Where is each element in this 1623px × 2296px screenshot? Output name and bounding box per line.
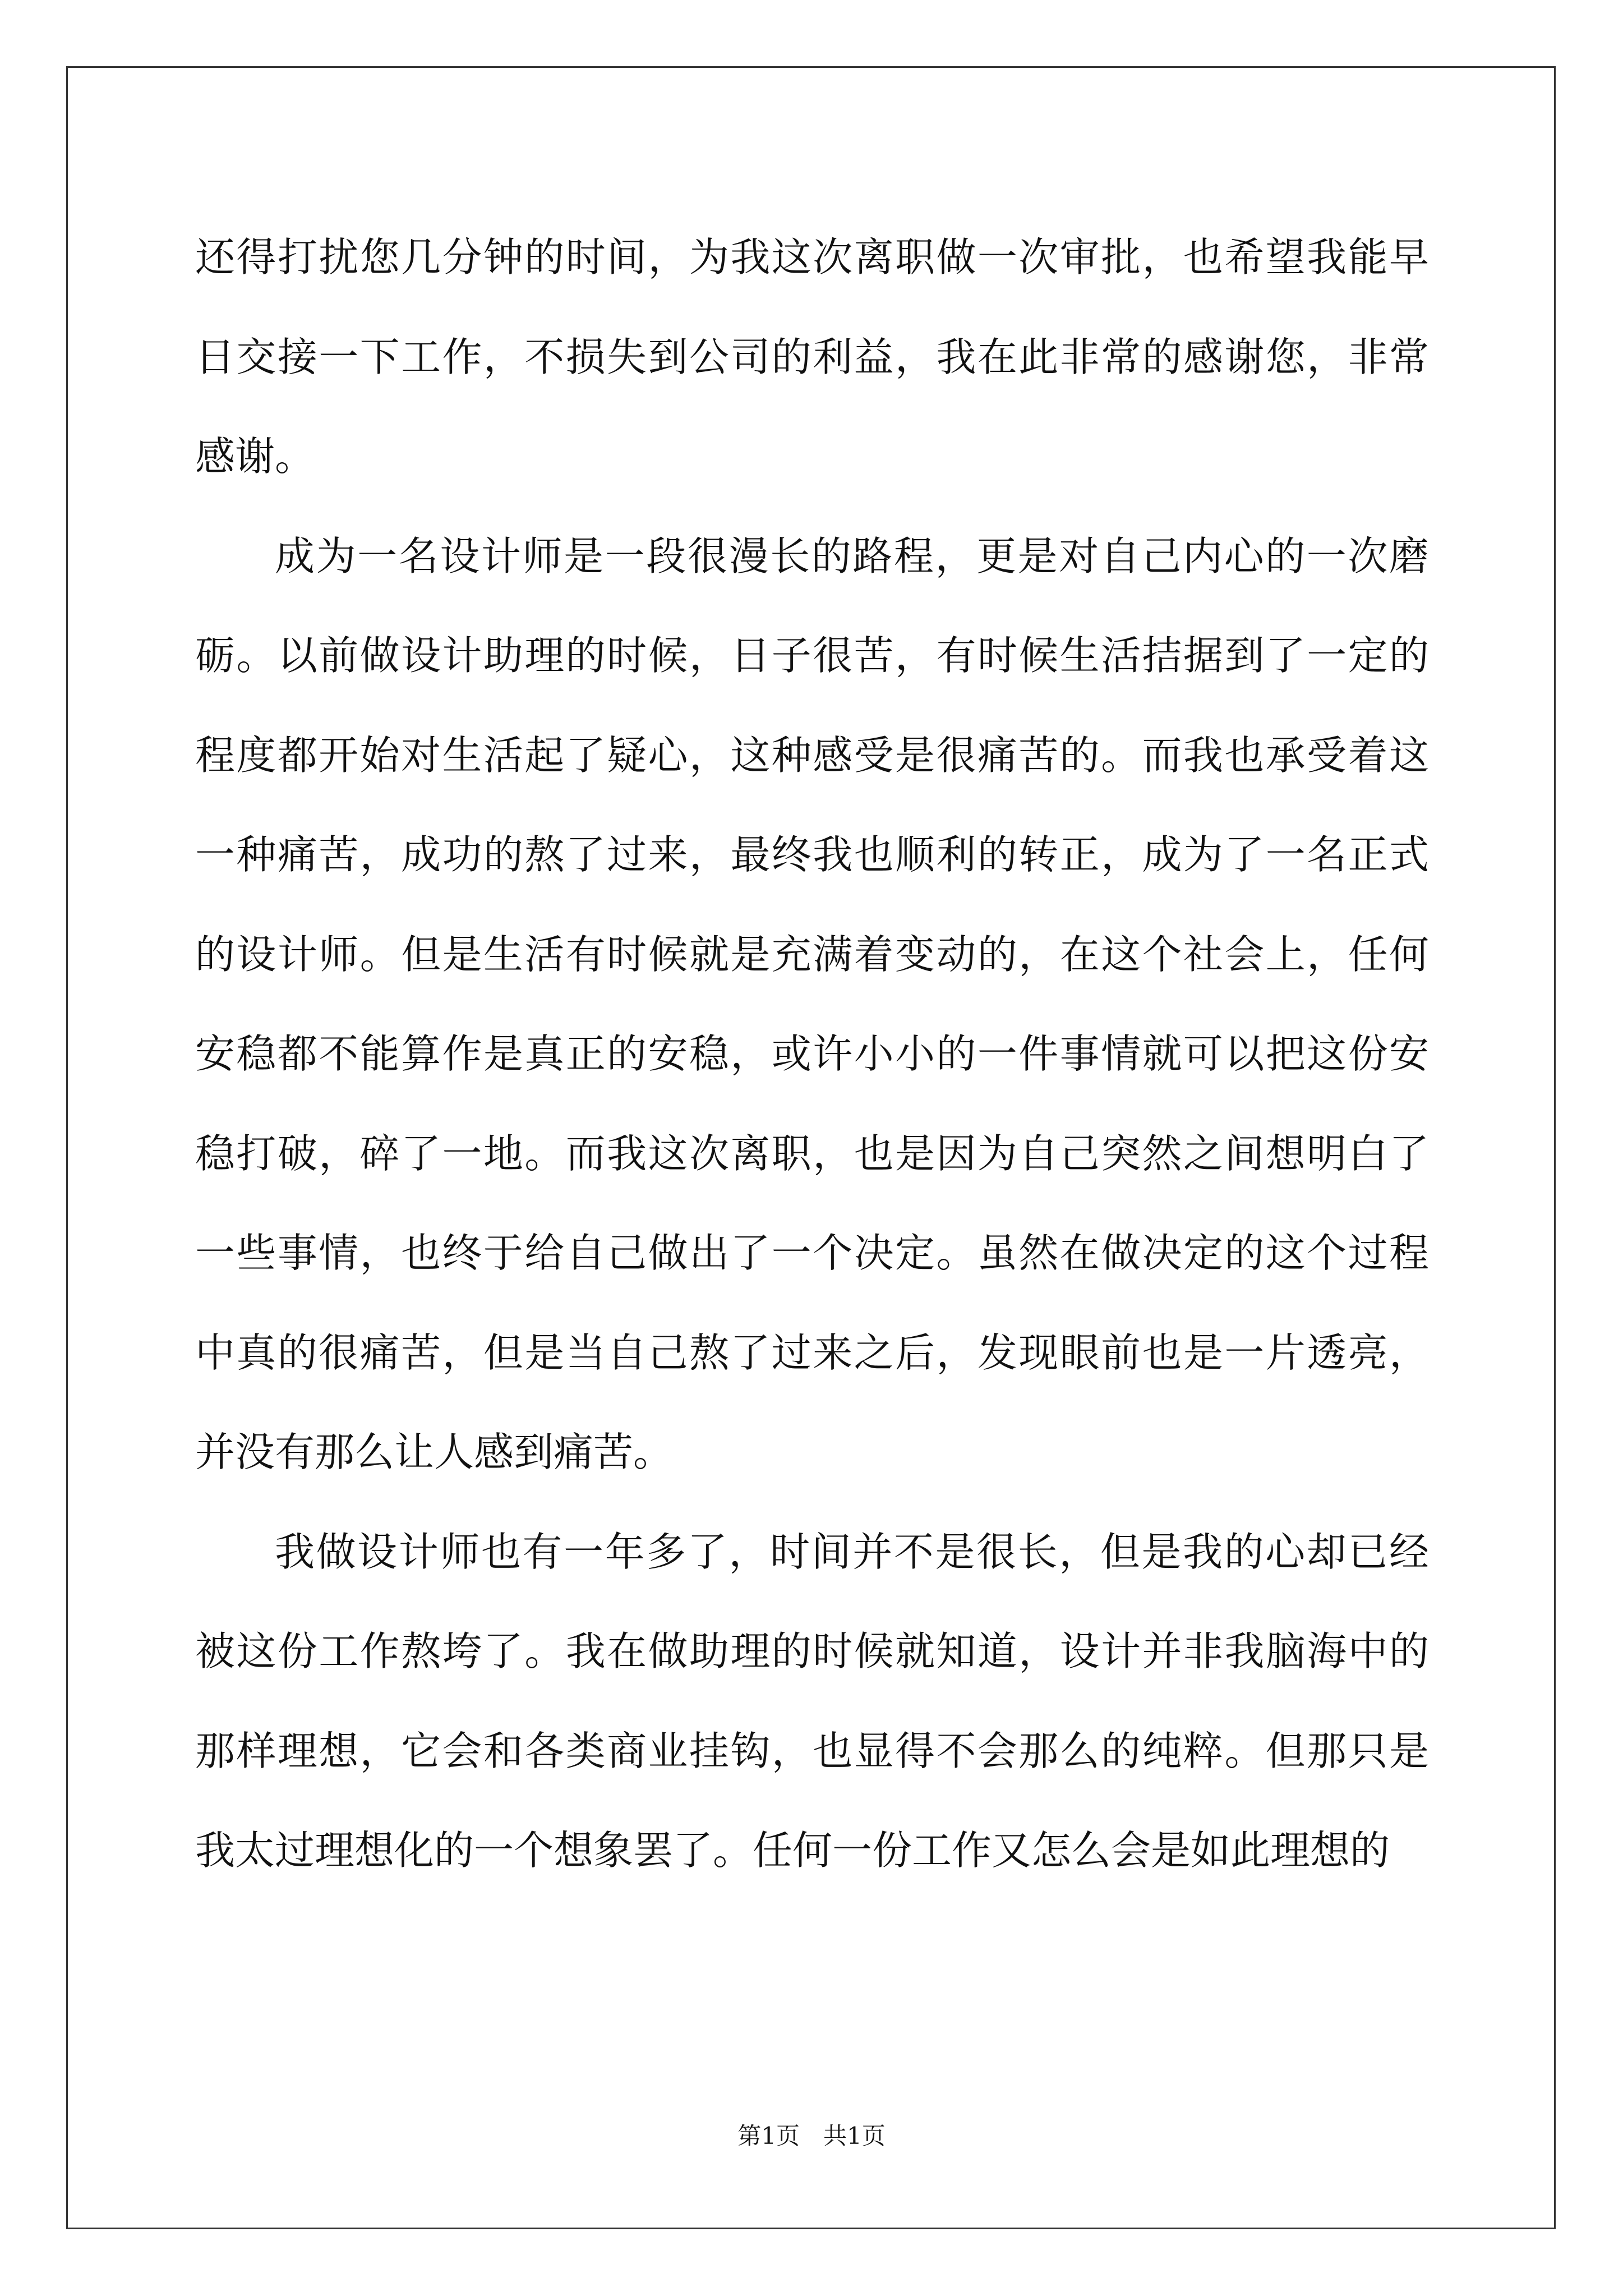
page-footer <box>0 2118 1623 2151</box>
paragraph-3: 我做设计师也有一年多了，时间并不是很长，但是我的心却已经被这份工作熬垮了。我在做助理的时候就知道，设计并非我脑海中的那样理想，它会和各类商业挂钩，也显得不会那么的纯粹。但那只是我太过理想化的一个想象罢了。任何一份工作又怎么会是如此理想的 <box>195 1528 1429 1874</box>
document-body <box>195 208 1429 1901</box>
page-total: 共1页 <box>823 2122 886 2150</box>
paragraph-1: 还得打扰您几分钟的时间，为我这次离职做一次审批，也希望我能早日交接一下工作，不损失到公司的利益，我在此非常的感谢您，非常感谢。 <box>195 234 1429 480</box>
paragraph-2: 成为一名设计师是一段很漫长的路程，更是对自己内心的一次磨砺。以前做设计助理的时候，日子很苦，有时候生活拮据到了一定的程度都开始对生活起了疑心，这种感受是很痛苦的。而我也承受着这一种痛苦，成功的熬了过来，最终我也顺利的转正，成为了一名正式的设计师。但是生活有时候就是充满着变动的，在这个社会上，任何安稳都不能算作是真正的安稳，或许小小的一件事情就可以把这份安稳打破，碎了一地。而我这次离职，也是因为自己突然之间想明白了一些事情，也终于给自己做出了一个决定。虽然在做决定的这个过程中真的很痛苦，但是当自己熬了过来之后，发现眼前也是一片透亮，并没有那么让人感到痛苦。 <box>195 532 1429 1475</box>
page-number: 第1页 <box>737 2122 800 2150</box>
